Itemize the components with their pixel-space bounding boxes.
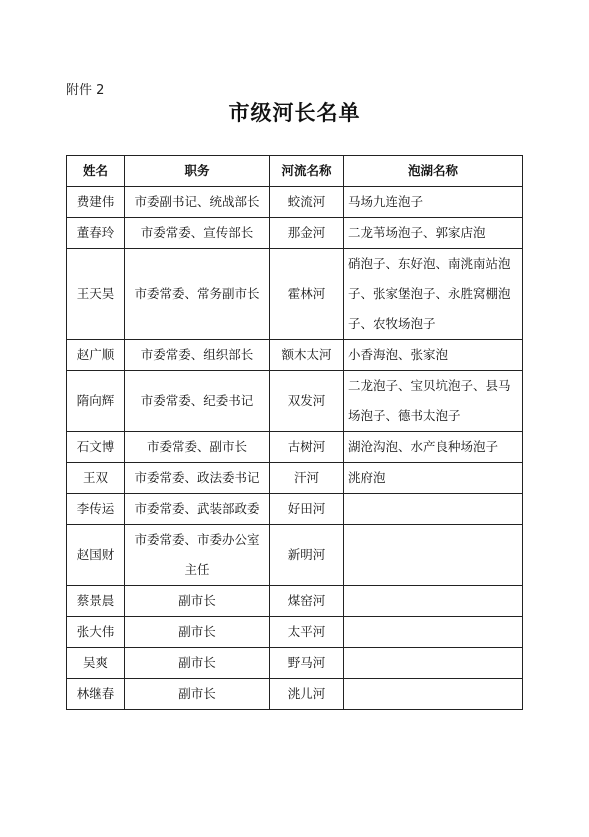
cell-lakes <box>344 494 523 525</box>
cell-lakes: 二龙苇场泡子、郭家店泡 <box>344 218 523 249</box>
cell-duty: 市委常委、政法委书记 <box>125 463 270 494</box>
cell-river: 野马河 <box>270 648 344 679</box>
cell-name: 张大伟 <box>67 617 125 648</box>
column-header-name: 姓名 <box>67 156 125 187</box>
cell-duty: 副市长 <box>125 617 270 648</box>
cell-name: 隋向辉 <box>67 371 125 432</box>
cell-river: 古树河 <box>270 432 344 463</box>
cell-name: 赵广顺 <box>67 340 125 371</box>
table-row <box>67 218 523 249</box>
cell-duty: 市委常委、常务副市长 <box>125 249 270 340</box>
table-row <box>67 586 523 617</box>
table-header-row <box>67 156 523 187</box>
cell-duty: 副市长 <box>125 586 270 617</box>
cell-lakes: 湖沧沟泡、水产良种场泡子 <box>344 432 523 463</box>
cell-lakes: 二龙泡子、宝贝坑泡子、县马场泡子、德书太泡子 <box>344 371 523 432</box>
cell-lakes: 小香海泡、张家泡 <box>344 340 523 371</box>
table-row <box>67 187 523 218</box>
cell-duty: 市委常委、武装部政委 <box>125 494 270 525</box>
table-row <box>67 340 523 371</box>
cell-river: 霍林河 <box>270 249 344 340</box>
cell-duty: 副市长 <box>125 648 270 679</box>
cell-name: 董春玲 <box>67 218 125 249</box>
cell-name: 王天昊 <box>67 249 125 340</box>
cell-duty: 市委常委、副市长 <box>125 432 270 463</box>
cell-name: 吴爽 <box>67 648 125 679</box>
cell-lakes <box>344 586 523 617</box>
cell-duty: 市委常委、组织部长 <box>125 340 270 371</box>
cell-name: 蔡景晨 <box>67 586 125 617</box>
table-row <box>67 249 523 340</box>
river-chief-table <box>66 155 523 710</box>
cell-name: 费建伟 <box>67 187 125 218</box>
table-row <box>67 432 523 463</box>
cell-river: 煤窑河 <box>270 586 344 617</box>
column-header-river: 河流名称 <box>270 156 344 187</box>
cell-lakes <box>344 648 523 679</box>
cell-river: 额木太河 <box>270 340 344 371</box>
column-header-lakes: 泡湖名称 <box>344 156 523 187</box>
cell-river: 太平河 <box>270 617 344 648</box>
table-row <box>67 648 523 679</box>
cell-river: 蛟流河 <box>270 187 344 218</box>
cell-lakes: 硝泡子、东好泡、南洮南站泡子、张家堡泡子、永胜窝棚泡子、农牧场泡子 <box>344 249 523 340</box>
table-row <box>67 463 523 494</box>
cell-lakes <box>344 617 523 648</box>
cell-duty: 市委常委、市委办公室主任 <box>125 525 270 586</box>
cell-name: 李传运 <box>67 494 125 525</box>
table-row <box>67 617 523 648</box>
cell-duty: 市委副书记、统战部长 <box>125 187 270 218</box>
table-row <box>67 494 523 525</box>
table-row <box>67 679 523 710</box>
column-header-duty: 职务 <box>125 156 270 187</box>
cell-name: 石文博 <box>67 432 125 463</box>
cell-river: 好田河 <box>270 494 344 525</box>
cell-river: 汗河 <box>270 463 344 494</box>
cell-river: 新明河 <box>270 525 344 586</box>
cell-lakes <box>344 679 523 710</box>
cell-river: 洮儿河 <box>270 679 344 710</box>
cell-river: 那金河 <box>270 218 344 249</box>
cell-name: 赵国财 <box>67 525 125 586</box>
table-row <box>67 371 523 432</box>
table-row <box>67 525 523 586</box>
page-title: 市级河长名单 <box>228 100 361 125</box>
cell-duty: 市委常委、纪委书记 <box>125 371 270 432</box>
cell-name: 王双 <box>67 463 125 494</box>
cell-duty: 副市长 <box>125 679 270 710</box>
cell-river: 双发河 <box>270 371 344 432</box>
cell-lakes: 马场九连泡子 <box>344 187 523 218</box>
cell-name: 林继春 <box>67 679 125 710</box>
cell-lakes: 洮府泡 <box>344 463 523 494</box>
attachment-label: 附件 2 <box>66 83 105 98</box>
cell-lakes <box>344 525 523 586</box>
cell-duty: 市委常委、宣传部长 <box>125 218 270 249</box>
